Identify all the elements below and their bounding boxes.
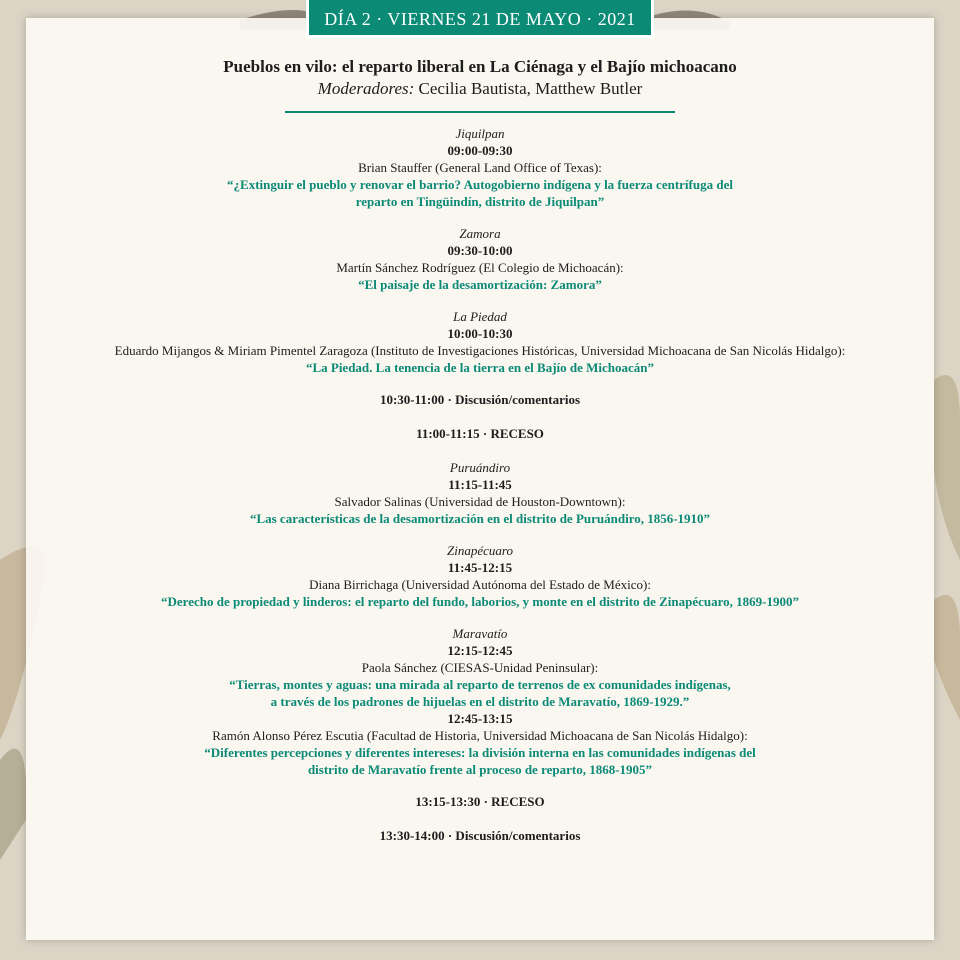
session-puruandiro	[0, 459, 960, 527]
session-time-2: 12:45-13:15	[447, 711, 513, 726]
session-place: Jiquilpan	[455, 126, 505, 141]
break-discussion-2: 13:30-14:00 · Discusión/comentarios	[379, 828, 581, 843]
session-place: La Piedad	[453, 309, 507, 324]
talk-line: reparto en Tingüindín, distrito de Jiquilpan”	[355, 194, 605, 209]
talk-line: “¿Extinguir el pueblo y renovar el barrio? Autogobierno indígena y la fuerza centrífuga del	[227, 177, 733, 192]
talk-line: “Diferentes percepciones y diferentes intereses: la división interna en las comunidades indígenas del	[204, 745, 756, 760]
session-time: 11:15-11:45	[448, 477, 512, 492]
session-speaker: Diana Birrichaga (Universidad Autónoma del Estado de México):	[309, 577, 651, 592]
title-divider	[285, 111, 675, 113]
moderators-names: Cecilia Bautista, Matthew Butler	[414, 79, 643, 98]
session-talk-title: “Derecho de propiedad y linderos: el reparto del fundo, laborios, y monte en el distrito de Zinapécuaro, 1869-1900”	[161, 594, 799, 609]
session-talk-title: “La Piedad. La tenencia de la tierra en el Bajío de Michoacán”	[305, 360, 655, 375]
session-talk-title	[0, 676, 960, 710]
session-speaker: Paola Sánchez (CIESAS-Unidad Peninsular):	[361, 660, 599, 675]
panel-title: Pueblos en vilo: el reparto liberal en La Ciénaga y el Bajío michoacano	[223, 57, 737, 76]
session-place: Zinapécuaro	[447, 543, 513, 558]
session-talk-title: “El paisaje de la desamortización: Zamora”	[358, 277, 602, 292]
day-banner: DÍA 2 · VIERNES 21 DE MAYO · 2021	[306, 0, 654, 38]
talk-line: a través de los padrones de hijuelas en el distrito de Maravatío, 1869-1929.”	[270, 694, 690, 709]
talk-line: “Tierras, montes y aguas: una mirada al reparto de terrenos de ex comunidades indígenas,	[229, 677, 731, 692]
session-la-piedad	[0, 308, 960, 376]
session-talk-title-2	[0, 744, 960, 778]
session-zinapecuaro	[0, 542, 960, 610]
session-time: 09:30-10:00	[447, 243, 513, 258]
session-place: Puruándiro	[449, 460, 511, 475]
session-time: 12:15-12:45	[447, 643, 513, 658]
session-maravatio	[0, 625, 960, 778]
session-place: Maravatío	[452, 626, 508, 641]
session-speaker: Brian Stauffer (General Land Office of Texas):	[358, 160, 602, 175]
break-discussion-1: 10:30-11:00 · Discusión/comentarios	[379, 392, 581, 407]
talk-line: distrito de Maravatío frente al proceso de reparto, 1868-1905”	[307, 762, 653, 777]
session-time: 09:00-09:30	[447, 143, 513, 158]
session-zamora	[0, 225, 960, 293]
session-speaker-2: Ramón Alonso Pérez Escutia (Facultad de Historia, Universidad Michoacana de San Nicolás Hidalgo):	[212, 728, 748, 743]
moderators-label: Moderadores:	[317, 79, 415, 98]
session-speaker: Martín Sánchez Rodríguez (El Colegio de Michoacán):	[336, 260, 624, 275]
session-talk-title	[0, 176, 960, 210]
session-jiquilpan	[0, 125, 960, 210]
panel-moderators	[0, 78, 960, 100]
session-time: 10:00-10:30	[447, 326, 513, 341]
break-recess-2: 13:15-13:30 · RECESO	[415, 794, 545, 809]
session-speaker: Eduardo Mijangos & Miriam Pimentel Zaragoza (Instituto de Investigaciones Históricas, Universidad Michoacana de San Nicolás Hidalgo):	[114, 343, 846, 358]
session-speaker: Salvador Salinas (Universidad de Houston-Downtown):	[334, 494, 626, 509]
break-recess-1: 11:00-11:15 · RECESO	[416, 426, 544, 441]
program-content	[0, 56, 960, 861]
session-talk-title: “Las características de la desamortización en el distrito de Puruándiro, 1856-1910”	[249, 511, 711, 526]
session-time: 11:45-12:15	[447, 560, 513, 575]
session-place: Zamora	[459, 226, 501, 241]
